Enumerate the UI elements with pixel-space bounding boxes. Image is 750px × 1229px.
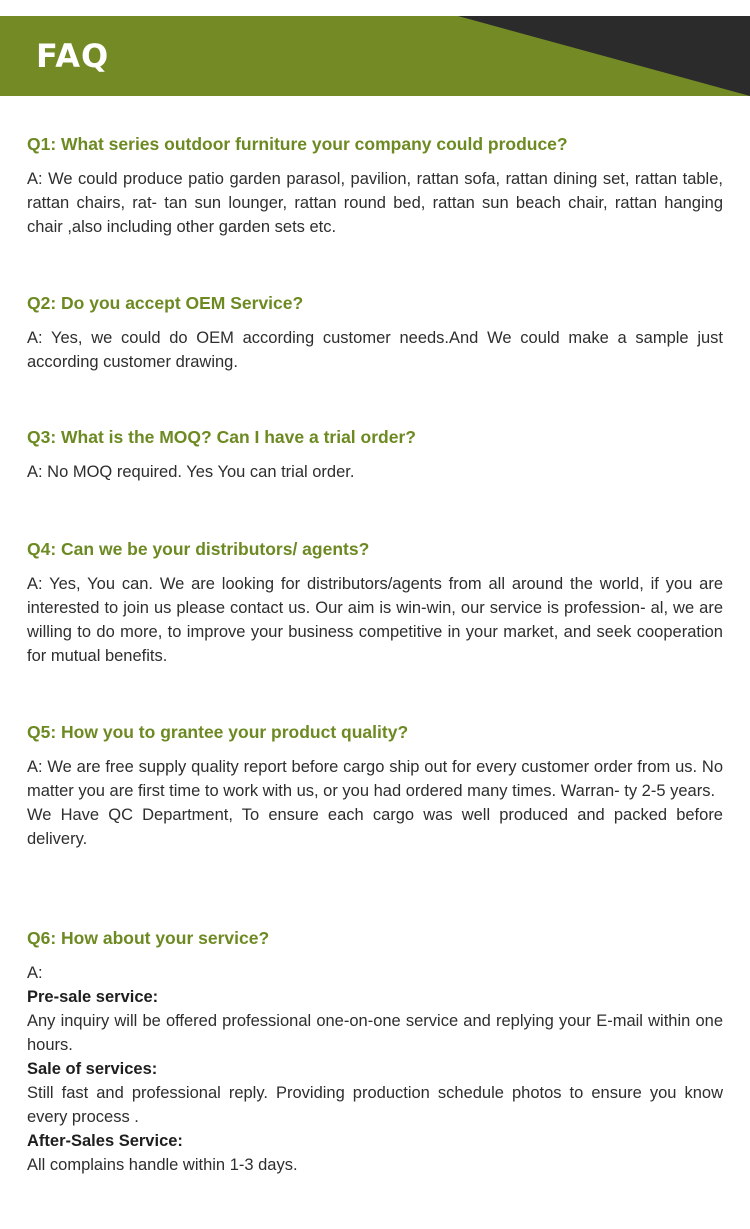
answer-4: A: Yes, You can. We are looking for distributors/agents from all around the world, if you are interested to join us please contact us. Our aim is win-win, our service is profession- al, we are willing to do more, to improve your business competitive in your market, and seek cooperation for mutual benefits.: [27, 575, 723, 665]
after-sales-heading: After-Sales Service:: [27, 1132, 183, 1150]
answer-2: A: Yes, we could do OEM according customer needs.And We could make a sample just according customer drawing.: [27, 329, 723, 371]
answer-5-warranty: A: We are free supply quality report before cargo ship out for every customer order from us. No matter you are first time to work with us, or you had ordered many times. Warran- ty 2-5 years.: [27, 758, 723, 800]
question-2: Q2: Do you accept OEM Service?: [27, 293, 304, 313]
answer-5: [27, 755, 723, 851]
faq-item-3: [27, 425, 723, 484]
faq-banner: [0, 16, 750, 96]
faq-item-6: [27, 926, 723, 1177]
pre-sale-heading: Pre-sale service:: [27, 988, 159, 1006]
answer-6: [27, 961, 723, 1177]
sale-text: Still fast and professional reply. Providing production schedule photos to ensure you know every process .: [27, 1084, 723, 1126]
after-sales-text: All complains handle within 1-3 days.: [27, 1156, 298, 1174]
pre-sale-text: Any inquiry will be offered professional one-on-one service and replying your E-mail within one hours.: [27, 1012, 723, 1054]
question-5: Q5: How you to grantee your product quality?: [27, 722, 409, 742]
faq-item-4: [27, 537, 723, 668]
answer-1: A: We could produce patio garden parasol, pavilion, rattan sofa, rattan dining set, rattan table, rattan chairs, rat- tan sun lounger, rattan round bed, rattan sun beach chair, rattan hanging chair ,also including other garden sets etc.: [27, 170, 723, 236]
question-6: Q6: How about your service?: [27, 928, 270, 948]
banner-dark-stripe: [0, 16, 750, 96]
page-title: FAQ: [36, 37, 110, 75]
question-4: Q4: Can we be your distributors/ agents?: [27, 539, 370, 559]
faq-item-5: [27, 720, 723, 851]
sale-heading: Sale of services:: [27, 1060, 158, 1078]
answer-3: A: No MOQ required. Yes You can trial order.: [27, 463, 355, 481]
faq-item-1: [27, 132, 723, 239]
question-3: Q3: What is the MOQ? Can I have a trial order?: [27, 427, 416, 447]
faq-item-2: [27, 291, 723, 374]
answer-5-qc: We Have QC Department, To ensure each cargo was well produced and packed before delivery.: [27, 806, 723, 848]
answer-6-prefix: A:: [27, 964, 43, 982]
question-1: Q1: What series outdoor furniture your company could produce?: [27, 134, 568, 154]
